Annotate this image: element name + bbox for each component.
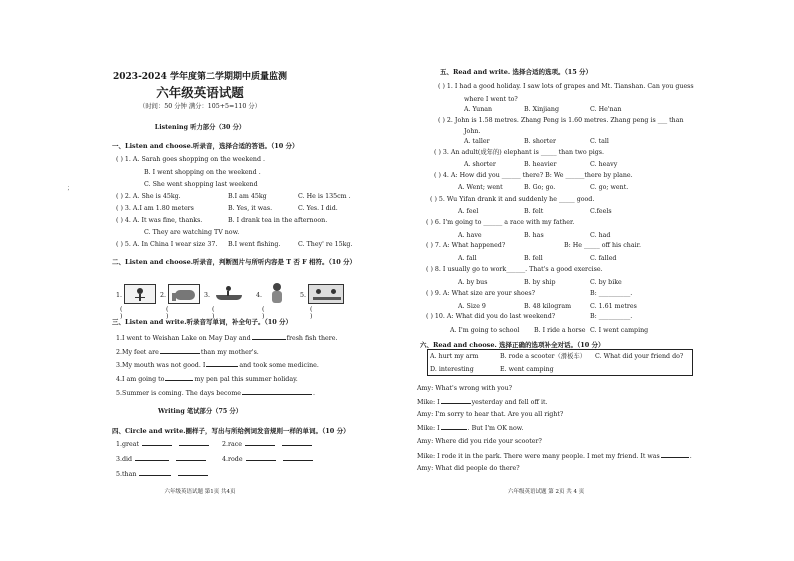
sentence-3: 3.My mouth was not good. I and took some medicine. (116, 362, 319, 369)
q1-option-b: B. I went shopping on the weekend . (144, 169, 261, 176)
answer-bracket[interactable]: ( ) (120, 306, 123, 320)
r3-a: A. shorter (464, 161, 496, 168)
word-4: 4.rode (222, 455, 314, 464)
q5-c: C. They' re 15kg. (298, 241, 353, 248)
r8-b: B. by ship (524, 279, 556, 286)
picture-elephant (168, 284, 200, 304)
r5-a: A. feel (458, 208, 479, 215)
r6-c: C. had (590, 232, 611, 239)
dialog-3: Amy: I'm sorry to hear that. Are you all right? (417, 411, 564, 418)
sentence-4: 4.I am going to my pen pal this summer holiday. (116, 376, 298, 383)
answer-blank[interactable] (206, 361, 238, 367)
r4-c: C. go; went. (590, 184, 629, 191)
answer-bracket[interactable]: ( ) (166, 306, 169, 320)
q1-option-c: C. She went shopping last weekend (144, 181, 258, 188)
dialog-7: Amy: What did people do there? (417, 465, 520, 472)
page-footer: 六年级英语试题 第1页 共4页 (164, 489, 236, 495)
r7-b: B. fell (524, 255, 543, 262)
answer-blank[interactable] (165, 375, 193, 381)
r6-b: B. has (524, 232, 544, 239)
r2-c: C. tall (590, 138, 609, 145)
r4-b: B. Go; go. (524, 184, 556, 191)
picture-number: 1. (116, 292, 123, 299)
r7-b-line: B: He _____ off his chair. (564, 242, 641, 249)
q2-c: C. He is 135cm . (298, 193, 351, 200)
r5-c: C.feels (590, 208, 612, 215)
q2-a: ( ) 2. A. She is 45kg. (116, 193, 181, 200)
r7-c: C. falled (590, 255, 617, 262)
r9-a: A. Size 9 (458, 303, 486, 310)
r8-c: C. by bike (590, 279, 622, 286)
bank-c: C. What did your friend do? (595, 353, 684, 360)
listening-heading: Listening 听力部分（30 分） (154, 124, 246, 131)
r4-a: A. Went; went (458, 184, 503, 191)
r3-b: B. heavier (524, 161, 557, 168)
answer-blank[interactable] (242, 389, 312, 395)
q4-a: ( ) 4. A. It was fine, thanks. (116, 217, 203, 224)
r3-c: C. heavy (590, 161, 618, 168)
sentence-1: 1.I went to Weishan Lake on May Day and fresh fish there. (116, 335, 338, 342)
r2: ( ) 2. John is 1.58 metres. Zhang Peng is 1.60 metres. Zhang peng is ___ than (438, 117, 684, 124)
q3-b: B. Yes, it was. (228, 205, 273, 212)
picture-boat (212, 284, 244, 304)
margin-mark: ； (67, 185, 74, 192)
q5-b: B.I went fishing. (228, 241, 281, 248)
q5-a: ( ) 5. A. In China I wear size 37. (116, 241, 218, 248)
word-bank-box (427, 349, 693, 376)
sentence-5: 5.Summer is coming. The days become . (116, 390, 316, 397)
section-6-heading: 六、Read and choose. 选择正确的选项补全对话。（10 分） (420, 341, 605, 349)
r1-cont: where I went to? (464, 96, 518, 103)
q1: ( ) 1. A. Sarah goes shopping on the weekend . (116, 156, 266, 163)
answer-blank[interactable] (441, 398, 471, 404)
answer-bracket[interactable]: ( ) (212, 306, 215, 320)
page-2 (400, 0, 794, 561)
q4-b: B. I drank tea in the afternoon. (228, 217, 328, 224)
picture-family-eating (308, 284, 344, 304)
bank-d: D. interesting (430, 366, 474, 373)
word-3: 3.did (116, 455, 207, 464)
picture-woman (266, 282, 288, 306)
dialog-5: Amy: Where did you ride your scooter? (417, 438, 542, 445)
q3-c: C. Yes. I did. (298, 205, 338, 212)
r1: ( ) 1. I had a good holiday. I saw lots of grapes and Mt. Tianshan. Can you guess (438, 83, 694, 90)
r5: ( ) 5. Wu Yifan drank it and suddenly he _____ good. (430, 196, 595, 203)
exam-title: 2023-2024 学年度第二学期期中质量监测 (113, 72, 287, 82)
r1-b: B. Xinjiang (524, 106, 559, 113)
answer-blank[interactable] (661, 452, 689, 458)
answer-blank[interactable] (441, 424, 467, 430)
r6-a: A. have (458, 232, 482, 239)
r1-a: A. Yunan (464, 106, 493, 113)
dialog-1: Amy: What's wrong with you? (417, 385, 513, 392)
r2-b: B. shorter (524, 138, 556, 145)
picture-boy-walking (124, 284, 156, 304)
writing-heading: Writing 笔试部分（75 分） (157, 408, 242, 415)
r10: ( ) 10. A: What did you do last weekend? (426, 313, 556, 320)
q2-b: B.I am 45kg (228, 193, 267, 200)
r5-b: B. felt (524, 208, 544, 215)
bank-b: B. rode a scooter（滑板车） (500, 353, 587, 360)
r2-a: A. taller (464, 138, 490, 145)
r8: ( ) 8. I usually go to work______. That's a good exercise. (426, 266, 603, 273)
r9-c: C. 1.61 metres (590, 303, 637, 310)
section-3-heading: 三、Listen and write.听录音写单词，补全句子。（10 分） (112, 318, 293, 326)
sentence-2: 2.My feet are than my mother's. (116, 349, 259, 356)
r3: ( ) 3. An adult(成年的) elephant is _____ than two pigs. (434, 149, 605, 156)
r10-c: C. I went camping (590, 327, 649, 334)
r6: ( ) 6. I'm going to ______ a race with my father. (426, 219, 575, 226)
r10-b: B. I ride a horse (534, 327, 586, 334)
bank-e: E. went camping (500, 366, 554, 373)
answer-bracket[interactable]: ( ) (262, 306, 265, 320)
r9-b-line: B: __________. (590, 290, 633, 297)
q3-a: ( ) 3. A.I am 1.80 meters (116, 205, 194, 212)
answer-blank[interactable] (252, 334, 286, 340)
exam-subtitle: 六年级英语试题 (156, 85, 244, 100)
picture-number: 2. (160, 292, 167, 299)
word-2: 2.race (222, 440, 313, 449)
word-1: 1.great (116, 440, 210, 449)
section-2-heading: 二、Listen and choose.听录音，判断图片与所听内容是 T 否 F 相符。（10 分） (112, 258, 357, 266)
picture-number: 5. (300, 292, 307, 299)
r2-cont: John. (464, 128, 481, 135)
dialog-4: Mike: I . But I'm OK now. (417, 425, 524, 432)
dialog-6: Mike: I rode it in the park. There were many people. I met my friend. It was . (417, 453, 692, 460)
r10-b-line: B: __________. (590, 313, 633, 320)
q4-c: C. They are watching TV now. (144, 229, 240, 236)
r1-c: C. He'nan (590, 106, 622, 113)
section-4-heading: 四、Circle and write.圈样子，写出与所给例词发音规则一样的单词。（10 分） (112, 427, 350, 435)
picture-number: 4. (256, 292, 263, 299)
exam-info: （时间：50 分钟 满分：105+5=110 分） (139, 103, 261, 110)
r7-a: A. fall (458, 255, 477, 262)
dialog-2: Mike: I yesterday and fell off it. (417, 399, 548, 406)
r9-b: B. 48 kilogram (524, 303, 572, 310)
r8-a: A. by bus (458, 279, 488, 286)
section-1-heading: 一、Listen and choose.听录音，选择合适的答语。（10 分） (112, 142, 299, 150)
bank-a: A. hurt my arm (430, 353, 479, 360)
r4: ( ) 4. A: How did you ______ there? B: We ______there by plane. (434, 172, 633, 179)
answer-blank[interactable] (160, 348, 200, 354)
r9: ( ) 9. A: What size are your shoes? (426, 290, 536, 297)
word-5: 5.than (116, 470, 209, 479)
r7: ( ) 7. A: What happened? (426, 242, 506, 249)
answer-bracket[interactable]: ( ) (310, 306, 313, 320)
r10-a: A. I'm going to school (450, 327, 520, 334)
picture-number: 3. (204, 292, 211, 299)
section-5-heading: 五、Read and write. 选择合适的选项。（15 分） (440, 68, 593, 76)
page-footer: 六年级英语试题 第 2页 共 4 页 (508, 489, 585, 495)
